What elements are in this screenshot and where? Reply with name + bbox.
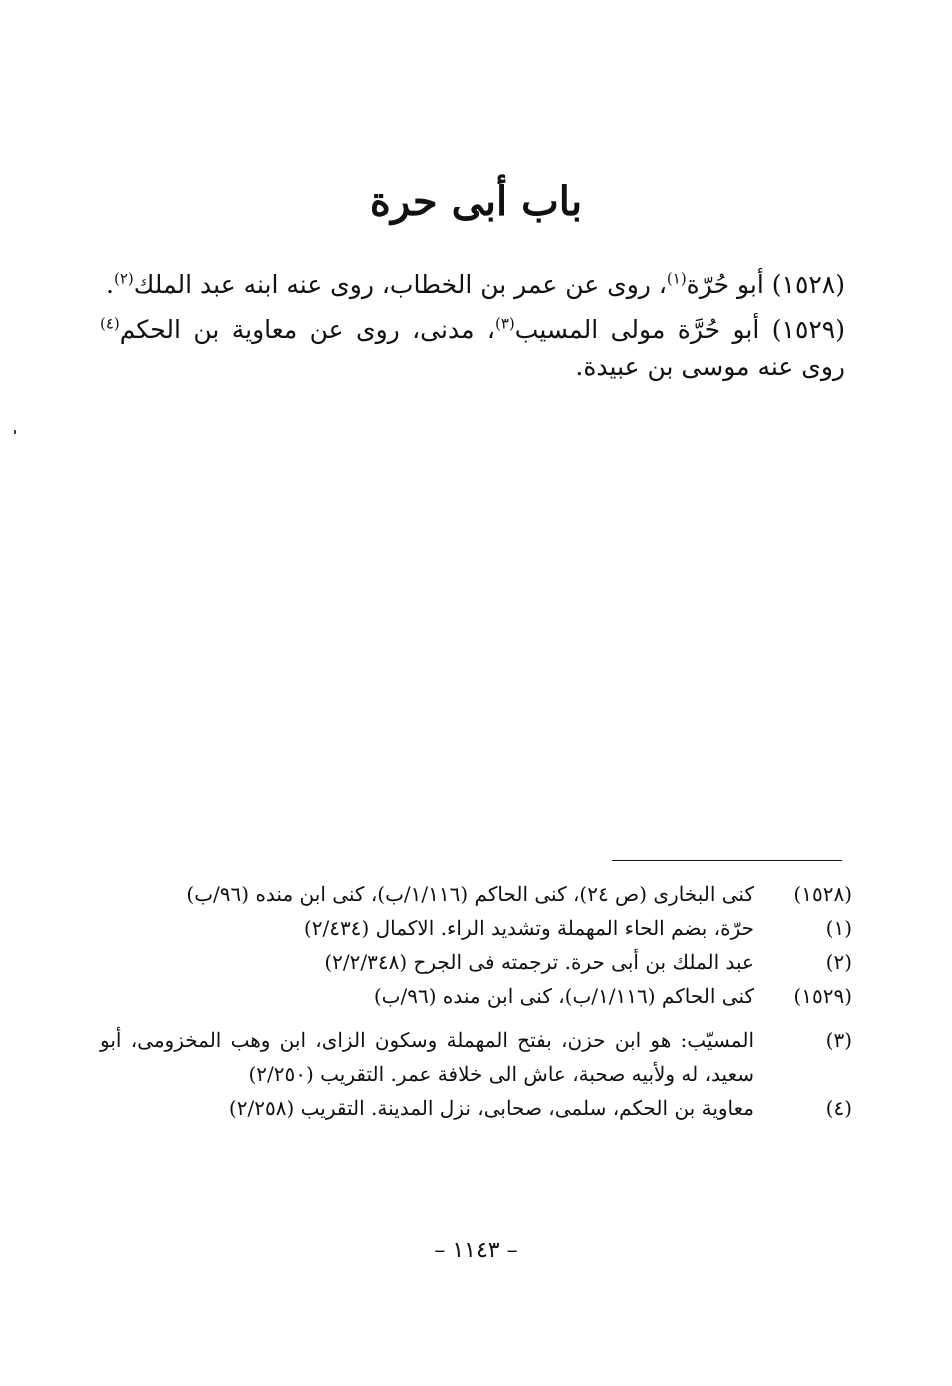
main-text: [100, 266, 845, 393]
entry-number: (١٥٢٩): [771, 315, 845, 344]
footnote-text: كنى البخارى (ص ٢٤)، كنى الحاكم (١/١١٦/ب)، كنى ابن منده (٩٦/ب): [186, 882, 754, 906]
footnote-text: عبد الملك بن أبى حرة. ترجمته فى الجرح (٢/٢/٣٤٨): [324, 950, 754, 974]
footnotes: [100, 877, 852, 1125]
footnote-text: المسيّب: هو ابن حزن، بفتح المهملة وسكون الزاى، ابن وهب المخزومى، أبو سعيد، له ولأبيه صحبة، عاش الى خلافة عمر. التقريب (٢/٢٥٠): [100, 1028, 755, 1086]
footnote-number: (٢): [825, 950, 852, 974]
footnote-item: [100, 1091, 852, 1125]
footnote-ref[interactable]: (٣): [494, 314, 515, 333]
chapter-title: باب أبى حرة: [369, 178, 583, 225]
page-number: – ١١٤٣ –: [434, 1238, 518, 1263]
entry-name: أبو حُرّة: [686, 270, 764, 299]
entry-text-end: .: [106, 270, 114, 299]
footnote-number: (١٥٢٩): [793, 984, 852, 1008]
footnote-number: (١٥٢٨): [793, 882, 852, 906]
entry-text-end: روى عنه موسى بن عبيدة.: [575, 352, 845, 381]
entry-text: ، روى عن عمر بن الخطاب، روى عنه ابنه عبد الملك: [133, 270, 667, 299]
entry-1529: [100, 311, 845, 385]
footnote-number: (٣): [825, 1028, 852, 1052]
footnote-ref[interactable]: (١): [666, 269, 687, 288]
entry-name: أبو حُرَّة مولى المسيب: [514, 315, 760, 344]
footnote-text: كنى الحاكم (١/١١٦/ب)، كنى ابن منده (٩٦/ب): [373, 984, 754, 1008]
entry-text: ، مدنى، روى عن معاوية بن الحكم: [119, 315, 495, 344]
footnote-item: [100, 877, 852, 911]
footnote-divider: [612, 860, 842, 861]
scan-speck: [14, 430, 16, 434]
footnote-text: معاوية بن الحكم، سلمى، صحابى، نزل المدينة. التقريب (٢/٢٥٨): [228, 1096, 754, 1120]
footnote-item: [100, 979, 852, 1013]
footnote-item: [100, 945, 852, 979]
footnote-item: [100, 1023, 852, 1091]
footnote-ref[interactable]: (٤): [100, 314, 120, 333]
footnote-number: (٤): [825, 1096, 852, 1120]
footnote-item: [100, 911, 852, 945]
entry-number: (١٥٢٨): [771, 270, 845, 299]
footnote-ref[interactable]: (٢): [113, 269, 134, 288]
entry-1528: [100, 266, 845, 303]
footnote-number: (١): [825, 916, 852, 940]
footnote-text: حرّة، بضم الحاء المهملة وتشديد الراء. الاكمال (٢/٤٣٤): [303, 916, 754, 940]
